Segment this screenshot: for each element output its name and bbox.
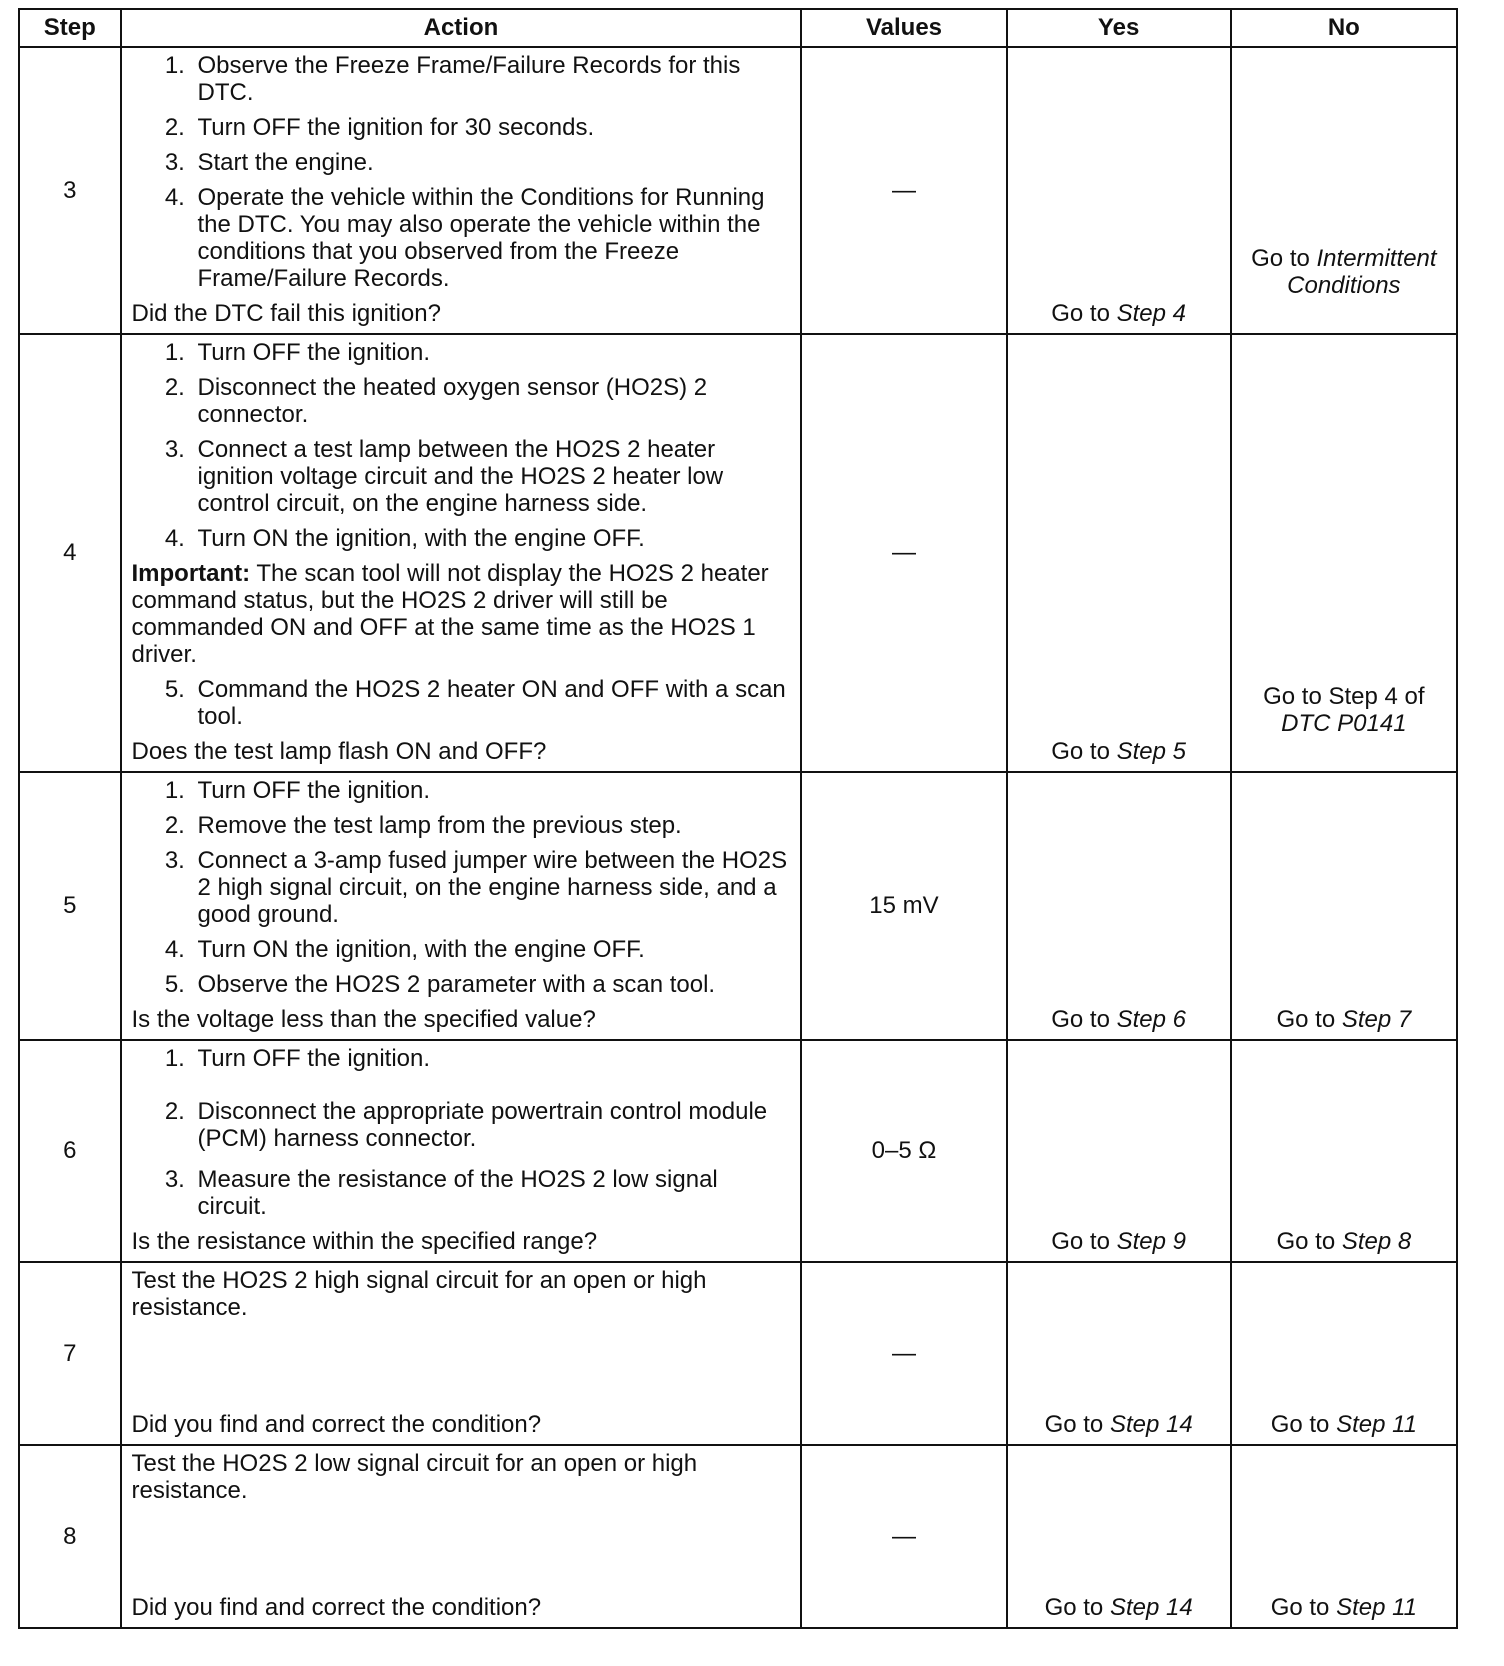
yes-prefix: Go to — [1051, 300, 1110, 327]
yes-cell — [1007, 772, 1231, 1040]
diagnostic-table — [18, 8, 1458, 1629]
action-item: 2. Disconnect the appropriate powertrain control module (PCM) harness connector. — [192, 1098, 791, 1152]
yes-cell — [1007, 1262, 1231, 1445]
table-row-step-7 — [19, 1262, 1457, 1445]
yes-prefix: Go to — [1051, 1006, 1110, 1033]
action-item: 3. Measure the resistance of the HO2S 2 low signal circuit. — [192, 1166, 791, 1220]
no-prefix: Go to — [1270, 1594, 1330, 1621]
no-cell — [1231, 47, 1457, 334]
yes-link[interactable]: Step 9 — [1116, 1228, 1186, 1255]
action-item: 1. Observe the Freeze Frame/Failure Records for this DTC. — [192, 52, 791, 106]
header-step: Step — [19, 9, 121, 47]
step-number: 4 — [19, 334, 121, 772]
yes-cell — [1007, 334, 1231, 772]
spacer — [132, 1329, 791, 1409]
no-link[interactable]: Intermittent Conditions — [1287, 245, 1437, 299]
header-yes: Yes — [1007, 9, 1231, 47]
table-row-step-8 — [19, 1445, 1457, 1628]
header-action: Action — [121, 9, 802, 47]
no-cell — [1231, 772, 1457, 1040]
yes-prefix: Go to — [1051, 738, 1110, 765]
yes-link[interactable]: Step 14 — [1109, 1594, 1193, 1621]
action-item: 5. Command the HO2S 2 heater ON and OFF with a scan tool. — [192, 676, 791, 730]
yes-prefix: Go to — [1044, 1594, 1104, 1621]
step-number: 7 — [19, 1262, 121, 1445]
no-link[interactable]: Step 7 — [1341, 1006, 1412, 1033]
yes-cell — [1007, 47, 1231, 334]
step-number: 6 — [19, 1040, 121, 1262]
no-link[interactable]: Step 11 — [1336, 1411, 1418, 1438]
yes-link[interactable]: Step 5 — [1116, 738, 1186, 765]
header-row — [19, 9, 1457, 47]
value-cell: — — [801, 47, 1006, 334]
yes-cell — [1007, 1040, 1231, 1262]
diagnostic-table-page — [18, 8, 1458, 1629]
action-item: 5. Observe the HO2S 2 parameter with a scan tool. — [192, 971, 791, 998]
important-text: The scan tool will not display the HO2S 2 heater command status, but the HO2S 2 driver will still be commanded ON and OFF at the same time as the HO2S 1 driver. — [131, 560, 769, 668]
action-item: 3. Connect a test lamp between the HO2S 2 heater ignition voltage circuit and the HO2S 2 heater low control circuit, on the engine harness side. — [192, 436, 791, 517]
yes-link[interactable]: Step 14 — [1109, 1411, 1193, 1438]
yes-prefix: Go to — [1051, 1228, 1110, 1255]
no-prefix: Go to Step 4 of — [1263, 683, 1425, 710]
step-number: 5 — [19, 772, 121, 1040]
action-cell — [121, 1040, 802, 1262]
header-no: No — [1231, 9, 1457, 47]
value-cell: 0–5 Ω — [801, 1040, 1006, 1262]
yes-link[interactable]: Step 6 — [1116, 1006, 1186, 1033]
action-text: Test the HO2S 2 high signal circuit for an open or high resistance. — [131, 1267, 707, 1321]
action-cell — [121, 1262, 802, 1445]
no-cell — [1231, 1262, 1457, 1445]
no-cell — [1231, 334, 1457, 772]
no-link[interactable]: DTC P0141 — [1281, 710, 1407, 737]
action-list — [132, 52, 791, 292]
important-note — [132, 560, 791, 668]
action-item: 4. Turn ON the ignition, with the engine OFF. — [192, 936, 791, 963]
no-prefix: Go to — [1270, 1411, 1330, 1438]
no-prefix: Go to — [1276, 1228, 1336, 1255]
no-prefix: Go to — [1251, 245, 1310, 272]
action-item: 2. Remove the test lamp from the previous step. — [192, 812, 791, 839]
action-item: 2. Disconnect the heated oxygen sensor (HO2S) 2 connector. — [192, 374, 791, 428]
action-cell — [121, 1445, 802, 1628]
no-cell — [1231, 1445, 1457, 1628]
action-item: 1. Turn OFF the ignition. — [192, 1045, 791, 1072]
action-question: Did you find and correct the condition? — [131, 1411, 542, 1438]
no-cell — [1231, 1040, 1457, 1262]
action-question: Is the resistance within the specified range? — [131, 1228, 598, 1255]
table-row-step-5 — [19, 772, 1457, 1040]
action-cell — [121, 47, 802, 334]
important-label: Important: — [131, 560, 251, 587]
value-cell: — — [801, 334, 1006, 772]
value-cell: 15 mV — [801, 772, 1006, 1040]
no-link[interactable]: Step 11 — [1336, 1594, 1418, 1621]
action-item: 3. Connect a 3-amp fused jumper wire between the HO2S 2 high signal circuit, on the engine harness side, and a good ground. — [192, 847, 791, 928]
yes-prefix: Go to — [1044, 1411, 1104, 1438]
action-list-continued — [132, 676, 791, 730]
action-item: 4. Operate the vehicle within the Conditions for Running the DTC. You may also operate the vehicle within the conditions that you observed from the Freeze Frame/Failure Records. — [192, 184, 791, 292]
header-values: Values — [801, 9, 1006, 47]
action-list — [132, 1045, 791, 1220]
action-cell — [121, 772, 802, 1040]
no-link[interactable]: Step 8 — [1341, 1228, 1412, 1255]
action-item: 4. Turn ON the ignition, with the engine OFF. — [192, 525, 791, 552]
action-question: Did the DTC fail this ignition? — [131, 300, 441, 327]
action-list — [132, 777, 791, 998]
action-cell — [121, 334, 802, 772]
action-question: Does the test lamp flash ON and OFF? — [131, 738, 547, 765]
table-row-step-3 — [19, 47, 1457, 334]
spacer — [132, 1512, 791, 1592]
action-text: Test the HO2S 2 low signal circuit for an open or high resistance. — [131, 1450, 698, 1504]
action-item: 1. Turn OFF the ignition. — [192, 777, 791, 804]
action-list — [132, 339, 791, 552]
table-row-step-4 — [19, 334, 1457, 772]
step-number: 3 — [19, 47, 121, 334]
action-question: Is the voltage less than the specified value? — [131, 1006, 596, 1033]
step-number: 8 — [19, 1445, 121, 1628]
value-cell: — — [801, 1445, 1006, 1628]
table-row-step-6 — [19, 1040, 1457, 1262]
value-cell: — — [801, 1262, 1006, 1445]
yes-link[interactable]: Step 4 — [1116, 300, 1186, 327]
action-item: 2. Turn OFF the ignition for 30 seconds. — [192, 114, 791, 141]
action-item: 3. Start the engine. — [192, 149, 791, 176]
yes-cell — [1007, 1445, 1231, 1628]
action-item: 1. Turn OFF the ignition. — [192, 339, 791, 366]
no-prefix: Go to — [1276, 1006, 1336, 1033]
action-question: Did you find and correct the condition? — [131, 1594, 542, 1621]
